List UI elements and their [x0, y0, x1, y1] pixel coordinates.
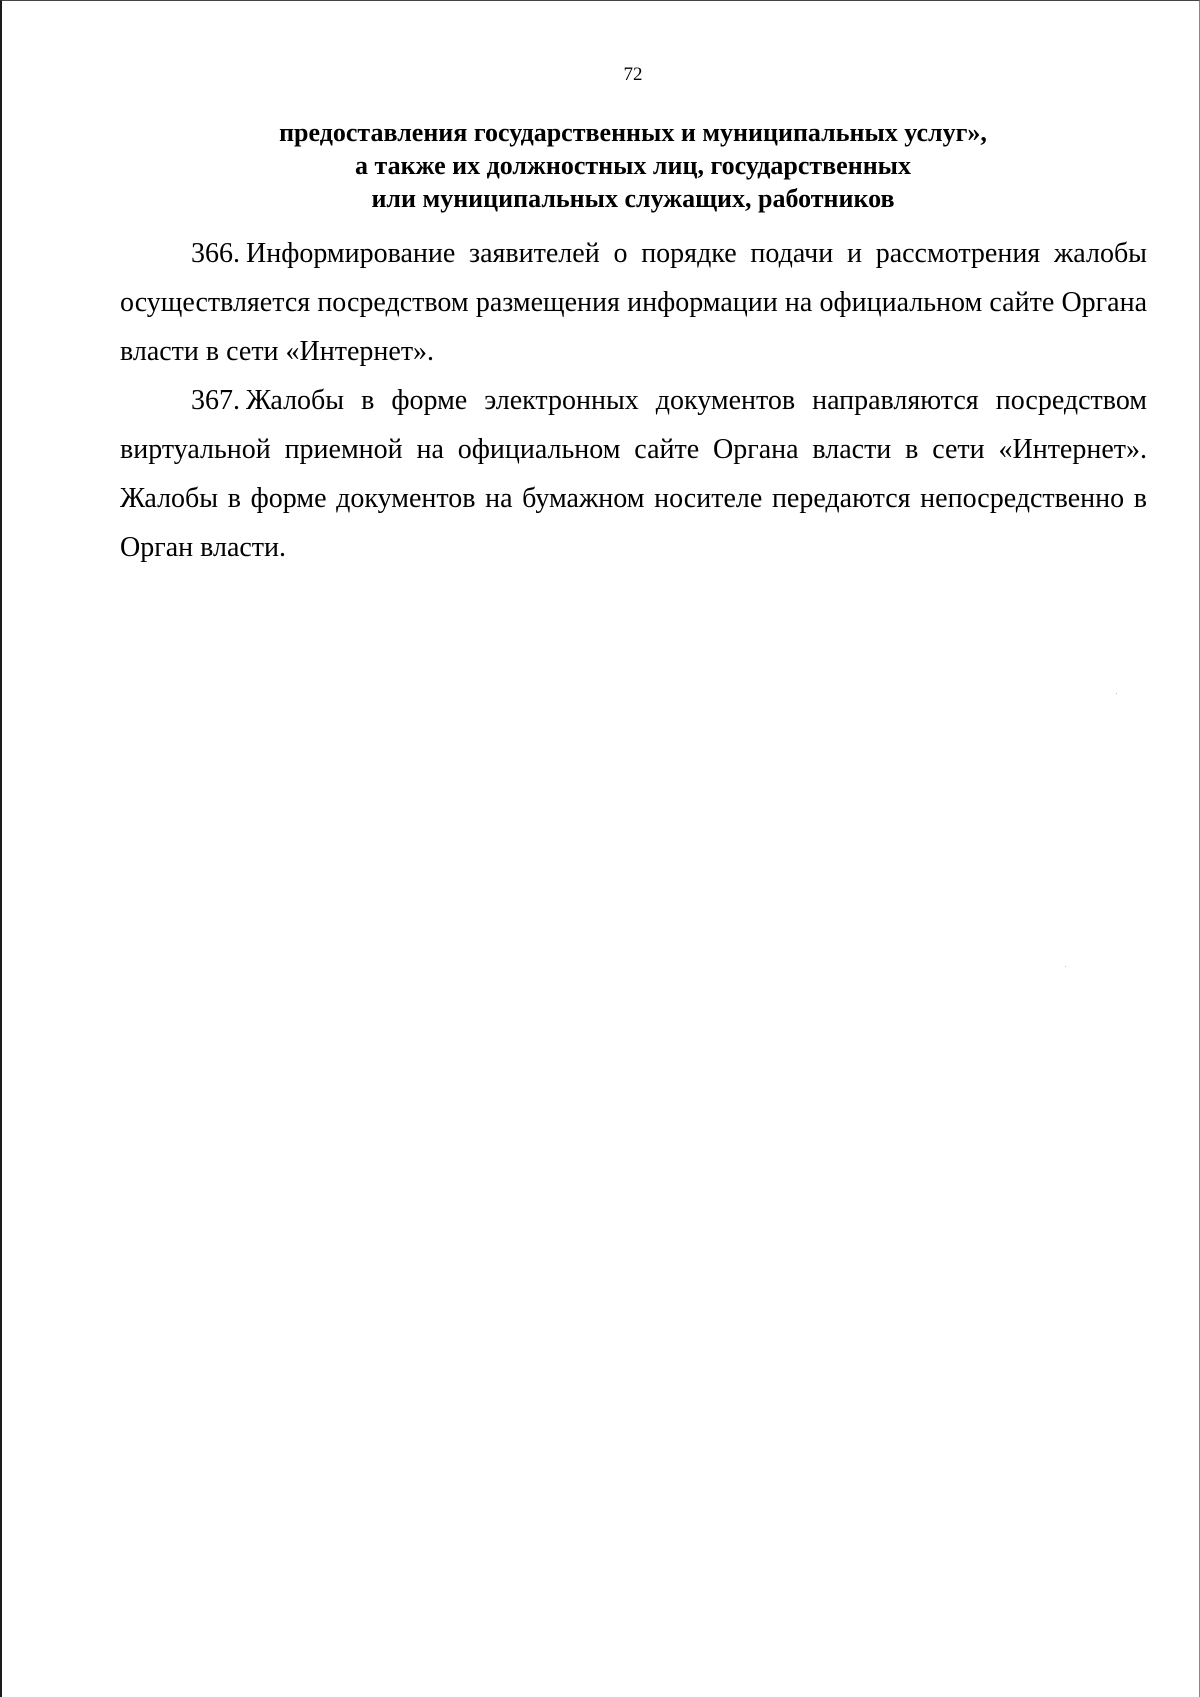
scan-speck	[1116, 693, 1117, 694]
page-number: 72	[623, 64, 643, 85]
paragraph-text: Жалобы в форме электронных документов направляются посредством виртуальной приемной на официальном сайте Органа власти в сети «Интернет». Жалобы в форме документов на бумажном носителе передаются непосредственно в Орган власти.	[120, 385, 1147, 563]
heading-line-3: или муниципальных служащих, работников	[371, 184, 895, 213]
document-body	[120, 229, 1147, 572]
paragraph-text: Информирование заявителей о порядке подачи и рассмотрения жалобы осуществляется посредством размещения информации на официальном сайте Органа власти в сети «Интернет».	[120, 238, 1147, 367]
paragraph-number: 367.	[191, 385, 240, 416]
paragraph-367	[120, 376, 1147, 572]
section-heading	[2, 116, 1200, 215]
paragraph-366	[120, 229, 1147, 376]
scan-speck	[1065, 966, 1066, 967]
heading-line-2: а также их должностных лиц, государственных	[355, 151, 911, 180]
heading-line-1: предоставления государственных и муниципальных услуг»,	[279, 118, 987, 147]
paragraph-number: 366.	[191, 238, 240, 269]
